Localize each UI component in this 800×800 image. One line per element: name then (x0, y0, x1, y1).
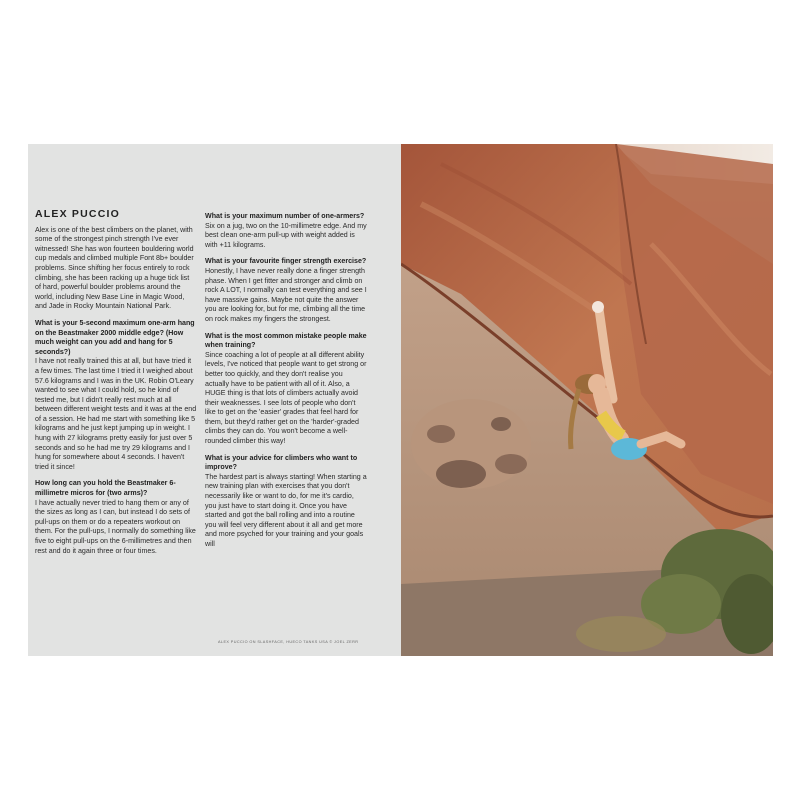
photo-caption: ALEX PUCCIO ON SLASHFACE, HUECO TANKS USA © JOEL ZERR (218, 640, 359, 644)
question-5: What is the most common mistake people make when training? (205, 331, 367, 350)
book-spread (28, 144, 773, 656)
answer-6: The hardest part is always starting! When starting a new training plan with exercises that you don't necessarily like or want to do, for me it's cardio, you just have to start doing it. Once you have started and got the ball rolling and into a routine you will feel very different about it all and get more and more psyched for your training and your goals will (205, 472, 367, 548)
article-title: ALEX PUCCIO (35, 208, 120, 220)
question-2: How long can you hold the Beastmaker 6-millimetre micros for (two arms)? (35, 479, 176, 498)
climber-on-boulder-illustration (401, 144, 773, 656)
answer-4: Honestly, I have never really done a finger strength phase. When I get fitter and stronger and climb on rock A LOT, I normally can test everything and see I have massive gains. Maybe not quite the answer you are looking for, but for me, climbing all the time on rock makes my fingers the strongest. (205, 266, 367, 323)
question-3: What is your maximum number of one-armers? (205, 212, 365, 220)
question-4: What is your favourite finger strength exercise? (205, 257, 367, 266)
text-column-left (35, 210, 197, 563)
question-6: What is your advice for climbers who want to improve? (205, 453, 358, 472)
question-1: What is your 5-second maximum one-arm hang on the Beastmaker 2000 middle edge? (How much weight can you add and hang for 5 seconds?) (35, 318, 195, 356)
text-column-right (205, 212, 367, 557)
intro-paragraph: Alex is one of the best climbers on the planet, with some of the strongest pinch strength I've ever witnessed! She has won fourteen bouldering world cup medals and climbed multiple Font 8b+ boulder problems. Since shifting her focus entirely to rock climbing, she has been racking up a huge tick list of hard, powerful boulder problems around the world, including New Base Line in Magic Wood, and Jade in Rocky Mountain National Park. (35, 225, 194, 311)
answer-3: Six on a jug, two on the 10-millimetre edge. And my best clean one-arm pull-up with weight added is with +11 kilograms. (205, 221, 367, 249)
answer-5: Since coaching a lot of people at all different ability levels, I've noticed that people want to get strong or better too quickly, and they don't realise you actually have to be patient with all of it. Also, a HUGE thing is that lots of climbers actually avoid their weaknesses. I see lots of people who don't like to get on the 'easier' grades that feel hard for them, but they'd rather get on the 'harder'-graded climbs they can do. You won't become a well-rounded climber this way! (205, 350, 367, 446)
answer-2: I have actually never tried to hang them or any of the sizes as long as I can, but instead I do sets of pull-ups on them or do a repeaters workout on them. For the pull-ups, I normally do something like five to eight pull-ups on the 6-millimetres and then rest and do it again three or four times. (35, 498, 196, 555)
answer-1: I have not really trained this at all, but have tried it a few times. The last time I tried it I weighed about 57.6 kilograms and I was in the UK. Robin O'Leary wanted to see what I could hold, so he kind of tested me, but I didn't really rest much at all between different weight tests and it was at the end of a session. He had me start with something like 5 kilograms and he just kept jumping up in weight. I hung with 27 kilograms pretty easily for just over 5 seconds and so he had me try 29 kilograms and I hung for somewhere about 4 seconds. I haven't tried it since! (35, 357, 197, 471)
text-page (28, 144, 401, 656)
climbing-photo (401, 144, 773, 656)
